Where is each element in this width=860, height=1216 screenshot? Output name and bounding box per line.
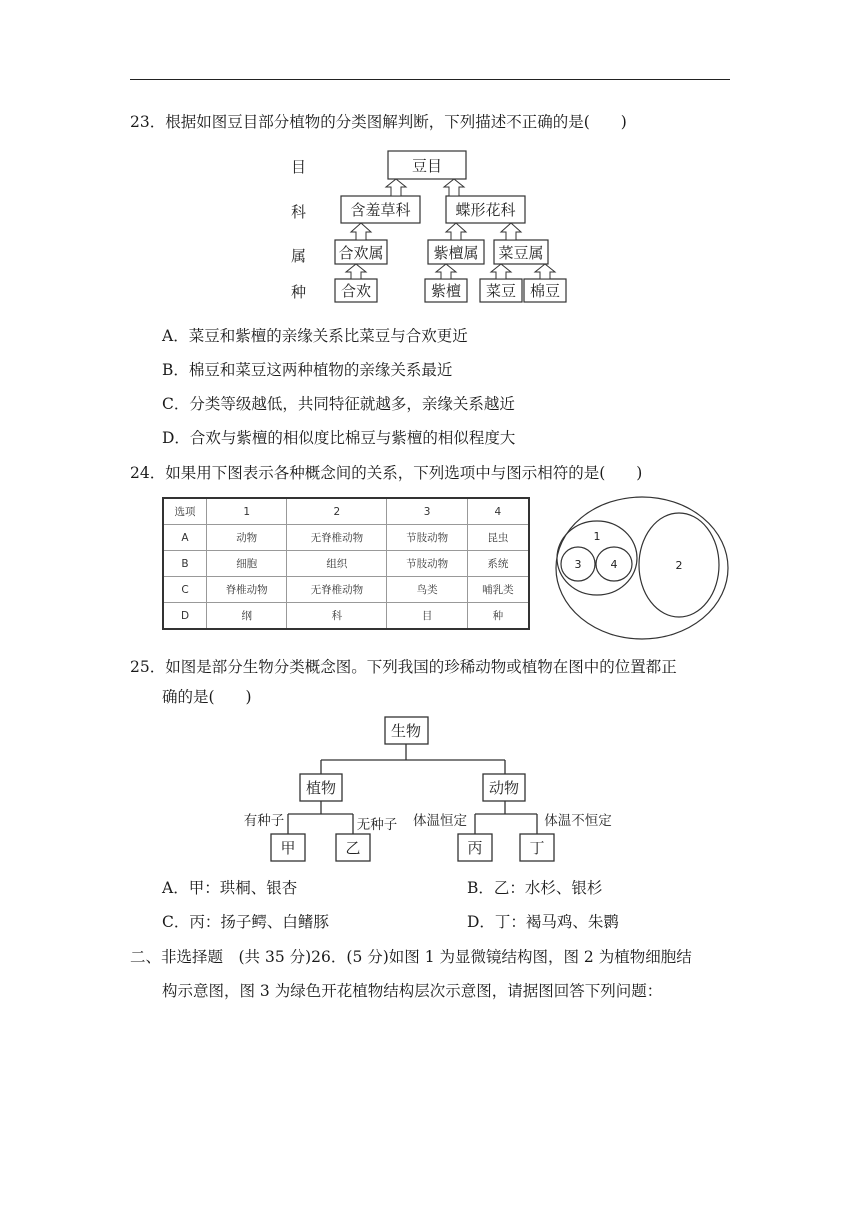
q23-option-d[interactable]: D．合欢与紫檀的相似度比棉豆与紫檀的相似程度大	[162, 429, 516, 447]
table-cell: 无脊椎动物	[287, 525, 387, 551]
table-cell: 昆虫	[467, 525, 529, 551]
venn-label-4: 4	[610, 558, 618, 571]
table-cell: 种	[467, 603, 529, 630]
table-cell: B	[163, 551, 207, 577]
q23-option-c[interactable]: C．分类等级越低，共同特征就越多，亲缘关系越近	[162, 395, 515, 413]
table-cell: 鸟类	[387, 577, 467, 603]
q25-option-a[interactable]: A．甲：珙桐、银杏	[162, 879, 298, 897]
species-label-0: 合欢	[340, 282, 372, 300]
table-row	[163, 603, 529, 630]
venn-label-2: 2	[675, 559, 683, 572]
table-header-cell: 选项	[163, 498, 207, 525]
q25-option-d[interactable]: D．丁：褐马鸡、朱鹮	[467, 913, 619, 931]
venn-outer	[556, 497, 728, 639]
leaf-label-ding: 丁	[529, 839, 545, 857]
genus-label-0: 合欢属	[338, 244, 384, 262]
q25-option-b[interactable]: B．乙：水杉、银杉	[467, 879, 603, 897]
table-header-row	[163, 498, 529, 525]
edge-label-has-seed: 有种子	[243, 813, 285, 829]
family-label-1: 蝶形花科	[455, 201, 516, 219]
level-label-order: 目	[291, 158, 307, 176]
genus-label-2: 菜豆属	[498, 244, 544, 262]
table-header-cell: 4	[467, 498, 529, 525]
branch-label-plant: 植物	[305, 779, 337, 797]
branch-label-animal: 动物	[488, 779, 520, 797]
venn-label-3: 3	[574, 558, 582, 571]
table-row	[163, 551, 529, 577]
table-cell: 哺乳类	[467, 577, 529, 603]
table-cell: 科	[287, 603, 387, 630]
section2-line2: 构示意图，图 3 为绿色开花植物结构层次示意图，请据图回答下列问题：	[162, 982, 663, 1000]
q25-option-c[interactable]: C．丙：扬子鳄、白鳍豚	[162, 913, 329, 931]
table-cell: 无脊椎动物	[287, 577, 387, 603]
table-cell: 脊椎动物	[207, 577, 287, 603]
q25-stem-line2: 确的是( )	[162, 688, 252, 706]
table-row	[163, 525, 529, 551]
table-cell: 节肢动物	[387, 551, 467, 577]
leaf-label-bing: 丙	[467, 839, 483, 857]
table-cell: 动物	[207, 525, 287, 551]
leaf-label-jia: 甲	[280, 839, 296, 857]
edge-label-variable-temp: 体温不恒定	[544, 813, 612, 829]
leaf-label-yi: 乙	[345, 839, 361, 857]
level-label-species: 种	[291, 283, 307, 301]
table-cell: 纲	[207, 603, 287, 630]
table-header-cell: 3	[387, 498, 467, 525]
species-label-2: 菜豆	[485, 282, 517, 300]
table-cell: A	[163, 525, 207, 551]
species-label-1: 紫檀	[430, 282, 462, 300]
level-label-genus: 属	[291, 247, 307, 265]
edge-label-no-seed: 无种子	[356, 817, 398, 833]
table-header-cell: 2	[287, 498, 387, 525]
root-label: 生物	[390, 722, 422, 740]
table-cell: 组织	[287, 551, 387, 577]
level-label-family: 科	[291, 203, 307, 221]
genus-label-1: 紫檀属	[433, 244, 479, 262]
table-header-cell: 1	[207, 498, 287, 525]
q24-stem: 24．如果用下图表示各种概念间的关系，下列选项中与图示相符的是( )	[130, 464, 643, 482]
venn-label-1: 1	[593, 530, 601, 543]
table-cell: 节肢动物	[387, 525, 467, 551]
species-label-3: 棉豆	[529, 282, 561, 300]
q24-options-table	[162, 497, 530, 630]
q25-classification-diagram	[235, 712, 625, 867]
q23-stem: 23．根据如图豆目部分植物的分类图解判断，下列描述不正确的是( )	[130, 113, 627, 131]
q23-option-a[interactable]: A．菜豆和紫檀的亲缘关系比菜豆与合欢更近	[162, 327, 468, 345]
table-cell: C	[163, 577, 207, 603]
family-label-0: 含羞草科	[350, 201, 411, 219]
table-row	[163, 577, 529, 603]
order-label: 豆目	[411, 157, 443, 175]
top-rule	[130, 79, 730, 80]
q23-option-b[interactable]: B．棉豆和菜豆这两种植物的亲缘关系最近	[162, 361, 453, 379]
table-cell: 目	[387, 603, 467, 630]
table-cell: D	[163, 603, 207, 630]
table-cell: 细胞	[207, 551, 287, 577]
section2-line1: 二、非选择题 (共 35 分)26．(5 分)如图 1 为显微镜结构图，图 2 为植物细胞结	[130, 948, 692, 966]
q23-classification-diagram	[280, 145, 580, 307]
q25-stem-line1: 25．如图是部分生物分类概念图。下列我国的珍稀动物或植物在图中的位置都正	[130, 658, 677, 676]
edge-label-constant-temp: 体温恒定	[413, 813, 467, 829]
table-cell: 系统	[467, 551, 529, 577]
q24-venn-diagram	[552, 493, 732, 643]
